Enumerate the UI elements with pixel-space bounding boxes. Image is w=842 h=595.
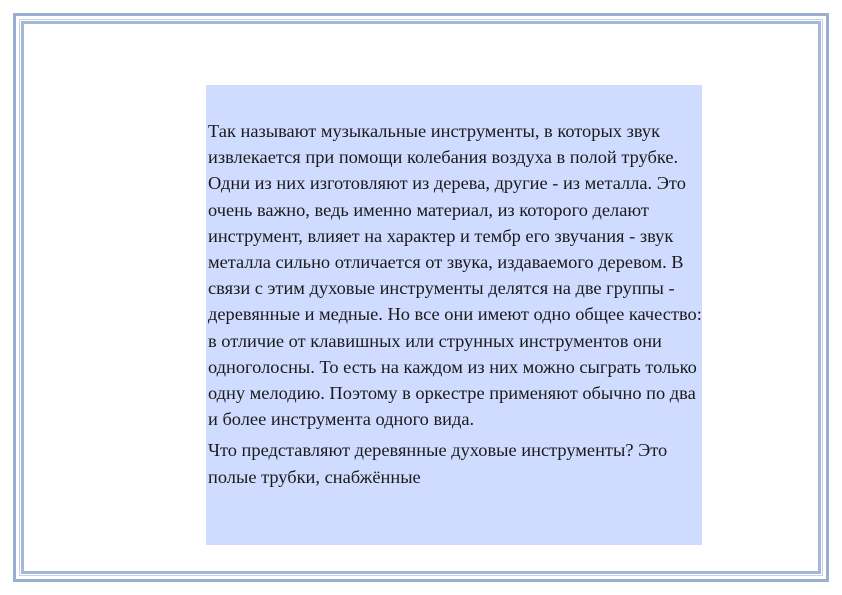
paragraph-wind-instruments-intro: Так называют музыкальные инструменты, в которых звук извлекается при помощи колебания воздуха в полой трубке. Одни из них изготовляют из дерева, другие - из металла. Это очень важно, ведь именно материал, из которого делают инструмент, влияет на характер и тембр его звучания - звук металла сильно отличается от звука, издаваемого деревом. В связи с этим духовые инструменты делятся на две группы - деревянные и медные. Но все они имеют одно общее качество: в отличие от клавишных или струнных инструментов они одноголосны. То есть на каждом из них можно сыграть только одну мелодию. Поэтому в оркестре применяют обычно по два и более инструмента одного вида. [208, 121, 702, 430]
text-box [206, 85, 702, 545]
paragraph-woodwind-description: Что представляют деревянные духовые инструменты? Это полые трубки, снабжённые [208, 440, 668, 487]
